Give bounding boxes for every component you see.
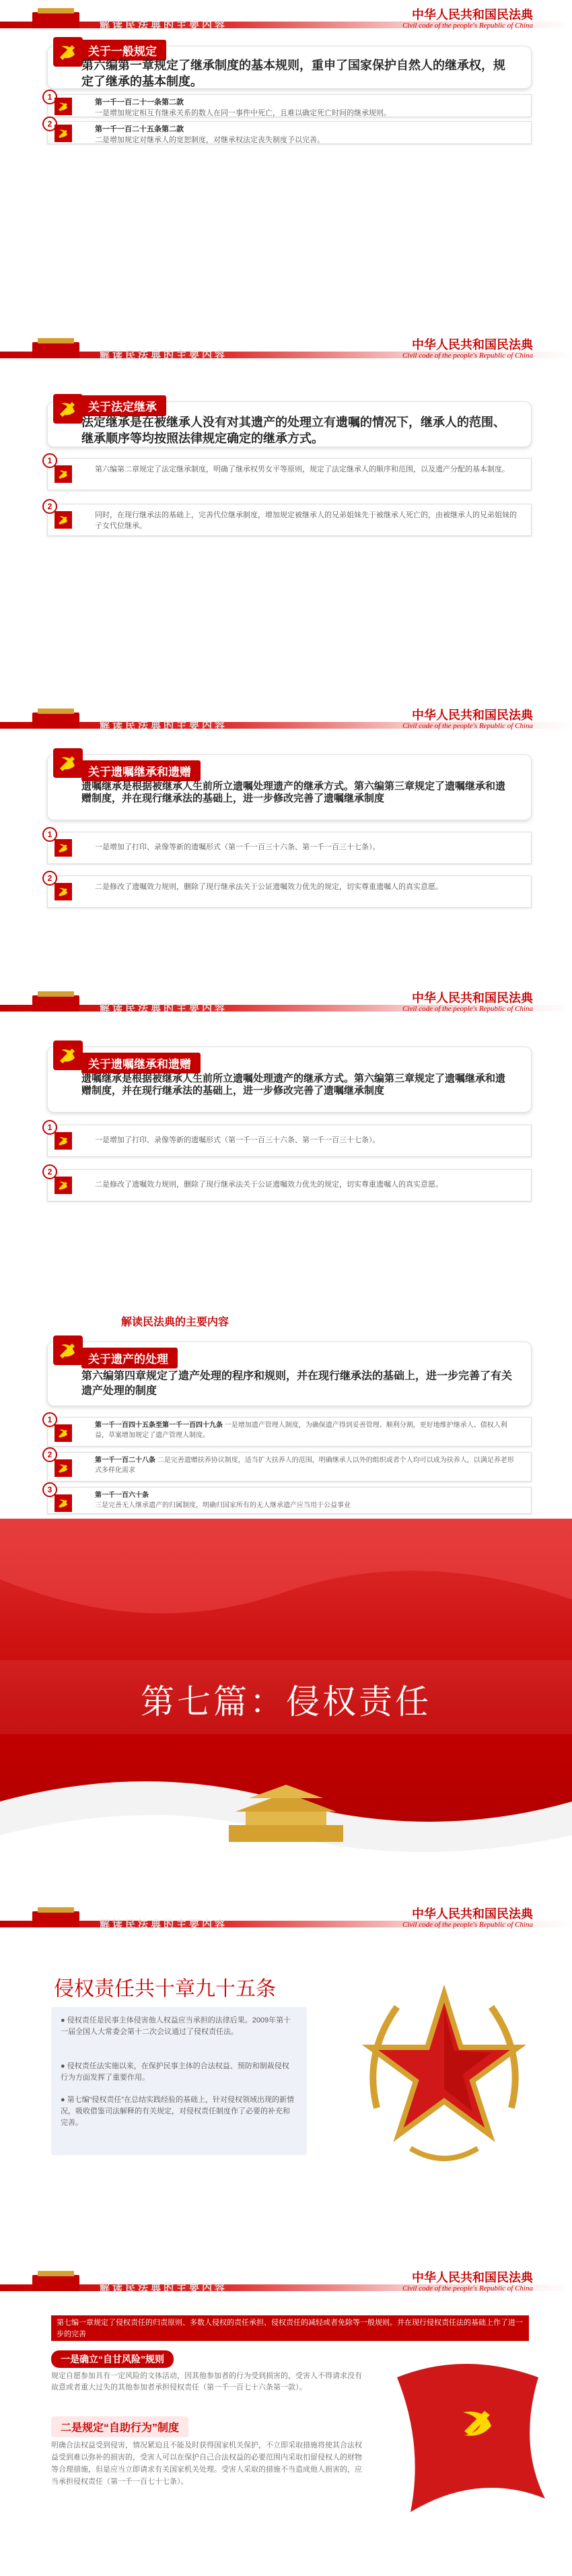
header-decoration <box>32 2275 79 2291</box>
section-label: 关于遗产的处理 <box>81 1348 178 1368</box>
item-number: 2 <box>42 871 57 886</box>
party-emblem-icon <box>55 1459 72 1477</box>
section-text: 规定自愿参加具有一定风险的文体活动，因其他参加者的行为受到损害的，受害人不得请求没有故意或者重大过失的其他参加者承担侵权责任（第一千一百七十六条第一款）。 <box>51 2372 362 2391</box>
item-title: 第一千一百六十条 <box>95 1492 149 1499</box>
list-item <box>47 94 532 117</box>
header-decoration <box>32 12 79 28</box>
header-title-cn: 中华人民共和国民法典 <box>412 8 533 22</box>
item-number: 1 <box>42 1120 57 1135</box>
section-description: 第六编第四章规定了遗产处理的程序和规则，并在现行继承法的基础上，进一步完善了有关遗产处理的制度 <box>81 1370 513 1397</box>
item-number: 1 <box>42 453 57 468</box>
intro-box <box>51 2315 529 2341</box>
item-text: 一是增加遗产管理人制度，为确保遗产得到妥善管理、顺利分割，更好地维护继承人、债权人利益，草案增加规定了遗产管理人制度。 <box>95 1422 507 1439</box>
summary-box <box>47 1342 532 1406</box>
section-description: 法定继承是在被继承人没有对其遗产的处理立有遗嘱的情况下，继承人的范围、继承顺序等均按照法律规定确定的继承方式。 <box>81 416 505 445</box>
header-title-cn: 中华人民共和国民法典 <box>412 991 533 1005</box>
section-label: 关于遗嘱继承和遗赠 <box>81 1053 201 1074</box>
summary-box <box>47 1047 532 1113</box>
item-title: 第一千一百二十五条第二款 <box>95 125 184 133</box>
item-text: 一是增加了打印、录像等新的遗嘱形式（第一千一百三十六条、第一千一百三十七条）。 <box>95 843 380 851</box>
item-number: 1 <box>42 827 57 842</box>
header-subtitle: 解读民法典的主要内容 <box>100 1919 228 1930</box>
party-emblem-icon <box>55 1424 72 1442</box>
party-emblem-icon <box>55 511 72 529</box>
list-item <box>47 121 532 144</box>
header-subtitle: 解读民法典的主要内容 <box>100 1003 228 1014</box>
list-item <box>47 832 532 864</box>
slide-estate-handling <box>0 1219 572 1515</box>
party-emblem-icon <box>53 1041 83 1070</box>
header-title-en: Civil code of the people's Republic of China <box>402 22 533 30</box>
party-emblem-icon <box>55 1177 72 1194</box>
header-title-en: Civil code of the people's Republic of China <box>402 1005 533 1013</box>
item-text: 同时，在现行继承法的基础上，完善代位继承制度，增加规定被继承人的兄弟姐妹先于被继承人死亡的，由被继承人的兄弟姐妹的子女代位继承。 <box>95 511 517 530</box>
party-emblem-icon <box>55 465 72 483</box>
item-title: 第一千一百四十五条至第一千一百四十九条 <box>95 1422 223 1429</box>
party-emblem-icon <box>53 394 83 424</box>
slide-tort-liability-overview <box>0 1899 572 2195</box>
item-number: 1 <box>42 90 57 104</box>
header-title-cn: 中华人民共和国民法典 <box>412 708 533 722</box>
bullet-item: ● 侵权责任是民事主体侵害他人权益应当承担的法律后果。2009年第十一届全国人大常委会第十二次会议通过了侵权责任法。 <box>61 2016 291 2036</box>
section-text: 明确合法权益受到侵害，情况紧迫且不能及时获得国家机关保护，不立即采取措施将使其合法权益受到难以弥补的损害的，受害人可以在保护自己合法权益的必要范围内采取扣留侵权人的财物等合理措施，但是应当立即请求有关国家机关处理。受害人采取的措施不当造成他人损害的，应当承担侵权责任（第一千一百七十七条）。 <box>51 2441 362 2486</box>
item-number: 3 <box>42 1482 57 1497</box>
bullet-item: ● 第七编“侵权责任”在总结实践经验的基础上，针对侵权领域出现的新情况，吸收借鉴司法解释的有关规定，对侵权责任制度作了必要的补充和完善。 <box>61 2096 295 2127</box>
list-item <box>47 1417 532 1447</box>
list-item <box>47 1169 532 1201</box>
party-emblem-icon <box>53 1335 83 1365</box>
header-decoration <box>32 342 79 358</box>
item-text: 二是修改了遗嘱效力规则，删除了现行继承法关于公证遗嘱效力优先的规定，切实尊重遗嘱人的真实意愿。 <box>95 1181 443 1189</box>
star-laurel-icon <box>350 1973 538 2175</box>
item-number: 2 <box>42 1447 57 1462</box>
header-title-en: Civil code of the people's Republic of China <box>402 722 533 730</box>
list-item <box>47 1487 532 1514</box>
header-subtitle: 解读民法典的主要内容 <box>100 350 228 361</box>
slide-statutory-succession <box>0 330 572 572</box>
header-decoration <box>32 995 79 1012</box>
item-text: 第六编第二章规定了法定继承制度，明确了继承权男女平等原则，规定了法定继承人的顺序和范围，以及遗产分配的基本制度。 <box>95 465 509 473</box>
slide-heading: 侵权责任共十章九十五条 <box>54 1978 276 2000</box>
party-emblem-icon <box>55 98 72 115</box>
section-label: 一是确立“自甘风险”规则 <box>51 2350 174 2368</box>
slide-heading: 解读民法典的主要内容 <box>121 1317 229 1328</box>
party-emblem-icon <box>53 37 83 67</box>
item-number: 2 <box>42 499 57 514</box>
bullet-item: ● 侵权责任法实施以来，在保护民事主体的合法权益、预防和制裁侵权行为方面发挥了重要作用。 <box>61 2062 289 2082</box>
slide-tort-liability-detail <box>0 2263 572 2576</box>
slide-header <box>0 983 572 1024</box>
header-title-en: Civil code of the people's Republic of China <box>402 2284 533 2292</box>
header-subtitle: 解读民法典的主要内容 <box>100 720 228 731</box>
item-text: 一是增加了打印、录像等新的遗嘱形式（第一千一百三十六条、第一千一百三十七条）。 <box>95 1136 380 1144</box>
item-text: 二是增加规定对继承人的宽恕制度，对继承权法定丧失制度予以完善。 <box>95 136 324 144</box>
section-label: 关于遗嘱继承和遗赠 <box>81 760 201 781</box>
header-title-cn: 中华人民共和国民法典 <box>412 338 533 352</box>
header-title-en: Civil code of the people's Republic of China <box>402 352 533 360</box>
list-item <box>47 873 532 908</box>
item-text: 二是修改了遗嘱效力规则，删除了现行继承法关于公证遗嘱效力优先的规定，切实尊重遗嘱人的真实意愿。 <box>95 883 443 891</box>
header-subtitle: 解读民法典的主要内容 <box>100 20 228 31</box>
party-emblem-icon <box>55 1494 72 1512</box>
list-item <box>47 1125 532 1157</box>
slide-header <box>0 1899 572 1940</box>
header-title-cn: 中华人民共和国民法典 <box>412 2271 533 2284</box>
party-emblem-icon <box>53 748 83 778</box>
header-subtitle: 解读民法典的主要内容 <box>100 2282 228 2294</box>
item-title: 第一千一百二十一条第二款 <box>95 98 184 106</box>
item-text: 一是增加规定相互有继承关系的数人在同一事件中死亡，且难以确定死亡时间的继承规则。 <box>95 109 391 117</box>
slide-header <box>0 0 572 40</box>
bullet-text: 侵权责任是民事主体侵害他人权益应当承担的法律后果。2009年第十一届全国人大常委会第十二次会议通过了侵权责任法。 <box>61 2016 291 2036</box>
section-label: 二是规定“自助行为”制度 <box>51 2416 188 2437</box>
party-emblem-icon <box>55 125 72 142</box>
bullet-text: 第七编“侵权责任”在总结实践经验的基础上，针对侵权领域出现的新情况，吸收借鉴司法解释的有关规定，对侵权责任制度作了必要的补充和完善。 <box>61 2096 295 2127</box>
cover-title: 第七篇：侵权责任 <box>141 1683 431 1721</box>
header-title-cn: 中华人民共和国民法典 <box>412 1907 533 1921</box>
item-title: 第一千一百二十八条 <box>95 1457 155 1464</box>
item-text: 三是完善无人继承遗产的归属制度，明确归国家所有的无人继承遗产应当用于公益事业 <box>95 1502 351 1509</box>
item-number: 1 <box>42 1412 57 1427</box>
slide-testamentary-succession-2 <box>0 983 572 1226</box>
slide-header <box>0 700 572 741</box>
section-label: 关于法定继承 <box>81 395 166 416</box>
bullet-text: 侵权责任法实施以来，在保护民事主体的合法权益、预防和制裁侵权行为方面发挥了重要作用。 <box>61 2062 289 2082</box>
section-description: 遗嘱继承是根据被继承人生前所立遗嘱处理遗产的继承方式。第六编第三章规定了遗嘱继承和遗赠制度，并在现行继承法的基础上，进一步修改完善了遗嘱继承制度 <box>81 1073 506 1096</box>
party-emblem-icon <box>55 1132 72 1150</box>
item-number: 2 <box>42 117 57 131</box>
list-item <box>47 1452 532 1482</box>
slide-testamentary-succession <box>0 700 572 950</box>
slide-general-provisions <box>0 0 572 135</box>
summary-box <box>47 46 532 89</box>
party-emblem-icon <box>55 883 72 900</box>
intro-text: 第七编一章规定了侵权责任的归责原则、多数人侵权的责任承担、侵权责任的减轻或者免除等一般规则。并在现行侵权责任法的基础上作了进一步的完善 <box>57 2319 523 2338</box>
summary-box <box>47 401 532 447</box>
slide-header <box>0 330 572 370</box>
item-number: 2 <box>42 1164 57 1179</box>
tiananmen-icon <box>215 1785 357 1845</box>
header-decoration <box>32 713 79 729</box>
item-text: 二是完善遗赠扶养协议制度，适当扩大扶养人的范围，明确继承人以外的组织或者个人均可以成为扶养人，以满足养老形式多样化需求 <box>95 1457 514 1474</box>
header-title-en: Civil code of the people's Republic of China <box>402 1921 533 1929</box>
section-label: 关于一般规定 <box>81 40 166 61</box>
header-decoration <box>32 1911 79 1927</box>
slide-part-seven-cover <box>0 1519 572 1882</box>
list-item <box>47 504 532 536</box>
summary-box <box>47 754 532 820</box>
party-emblem-icon <box>55 839 72 857</box>
section-description: 第六编第一章规定了继承制度的基本规则，重申了国家保护自然人的继承权，规定了继承的基本制度。 <box>81 59 505 88</box>
bullet-panel <box>51 2007 307 2155</box>
flag-icon <box>384 2350 552 2546</box>
slide-header <box>0 2263 572 2303</box>
section-description: 遗嘱继承是根据被继承人生前所立遗嘱处理遗产的继承方式。第六编第三章规定了遗嘱继承和遗赠制度，并在现行继承法的基础上，进一步修改完善了遗嘱继承制度 <box>81 781 506 804</box>
list-item <box>47 458 532 490</box>
